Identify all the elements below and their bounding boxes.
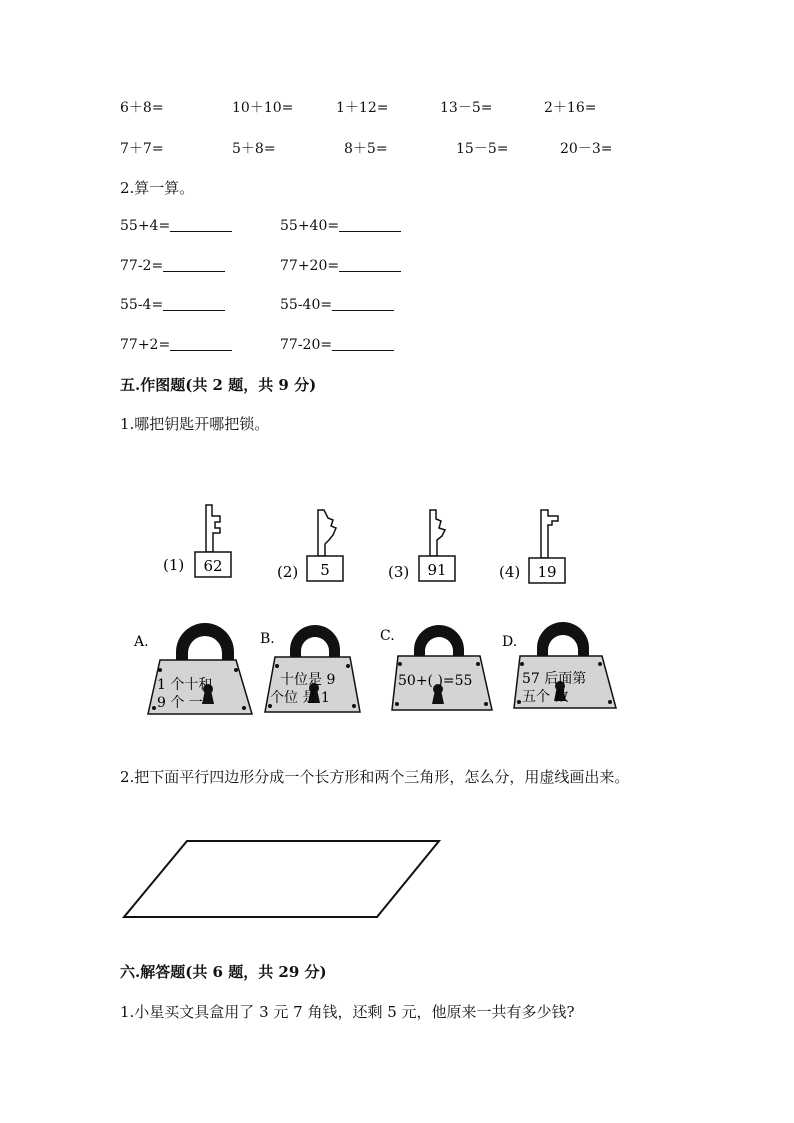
calc-item: 55-40= [280, 296, 394, 313]
equation: 5＋8= [232, 141, 276, 157]
lock-icon [392, 625, 492, 710]
section-heading: 五.作图题(共 2 题，共 9 分) [120, 376, 317, 394]
key-label: (3) [388, 563, 410, 581]
lock-clue: 十位是 9 [280, 672, 336, 688]
lock-clue: 五个 数 [522, 689, 569, 705]
lock-label: A. [134, 634, 149, 650]
key-number: 91 [427, 561, 447, 579]
calc-item: 77-20= [280, 336, 394, 353]
key-label: (2) [277, 563, 299, 581]
calc-item: 77+20= [280, 257, 401, 274]
calc-item: 55-4= [120, 296, 225, 313]
equation: 13－5= [440, 100, 493, 116]
lock-label: D. [502, 634, 518, 650]
key-number: 62 [203, 557, 223, 575]
key-number: 5 [320, 561, 330, 579]
equation: 6＋8= [120, 100, 164, 116]
calc-item: 55+4= [120, 217, 232, 234]
equation: 15－5= [456, 141, 509, 157]
lock-label: B. [260, 631, 275, 647]
lock-clue: 50+( )=55 [398, 673, 473, 689]
lock-clue: 个位 是 1 [270, 690, 330, 706]
calc-item: 77-2= [120, 257, 225, 274]
calc-item: 55+40= [280, 217, 401, 234]
calc-item: 77+2= [120, 336, 232, 353]
equation: 8＋5= [344, 141, 388, 157]
lock-label: C. [380, 628, 395, 644]
question-text: 1.小星买文具盒用了 3 元 7 角钱，还剩 5 元，他原来一共有多少钱? [120, 1003, 575, 1021]
key-label: (4) [499, 563, 521, 581]
equation: 7＋7= [120, 141, 164, 157]
section-title: 2.算一算。 [120, 179, 195, 197]
equation: 10＋10= [232, 100, 294, 116]
section-heading: 六.解答题(共 6 题，共 29 分) [120, 963, 327, 981]
parallelogram-shape [124, 841, 439, 917]
lock-clue: 57 后面第 [522, 671, 587, 687]
lock-clue: 9 个 一 [157, 695, 203, 711]
equation: 2＋16= [544, 100, 597, 116]
key-number: 19 [537, 563, 557, 581]
question-text: 2.把下面平行四边形分成一个长方形和两个三角形，怎么分，用虚线画出来。 [120, 768, 630, 786]
question-text: 1.哪把钥匙开哪把锁。 [120, 415, 270, 433]
equation: 1＋12= [336, 100, 389, 116]
equation: 20－3= [560, 141, 613, 157]
key-label: (1) [163, 556, 185, 574]
lock-clue: 1 个十和 [157, 677, 213, 693]
